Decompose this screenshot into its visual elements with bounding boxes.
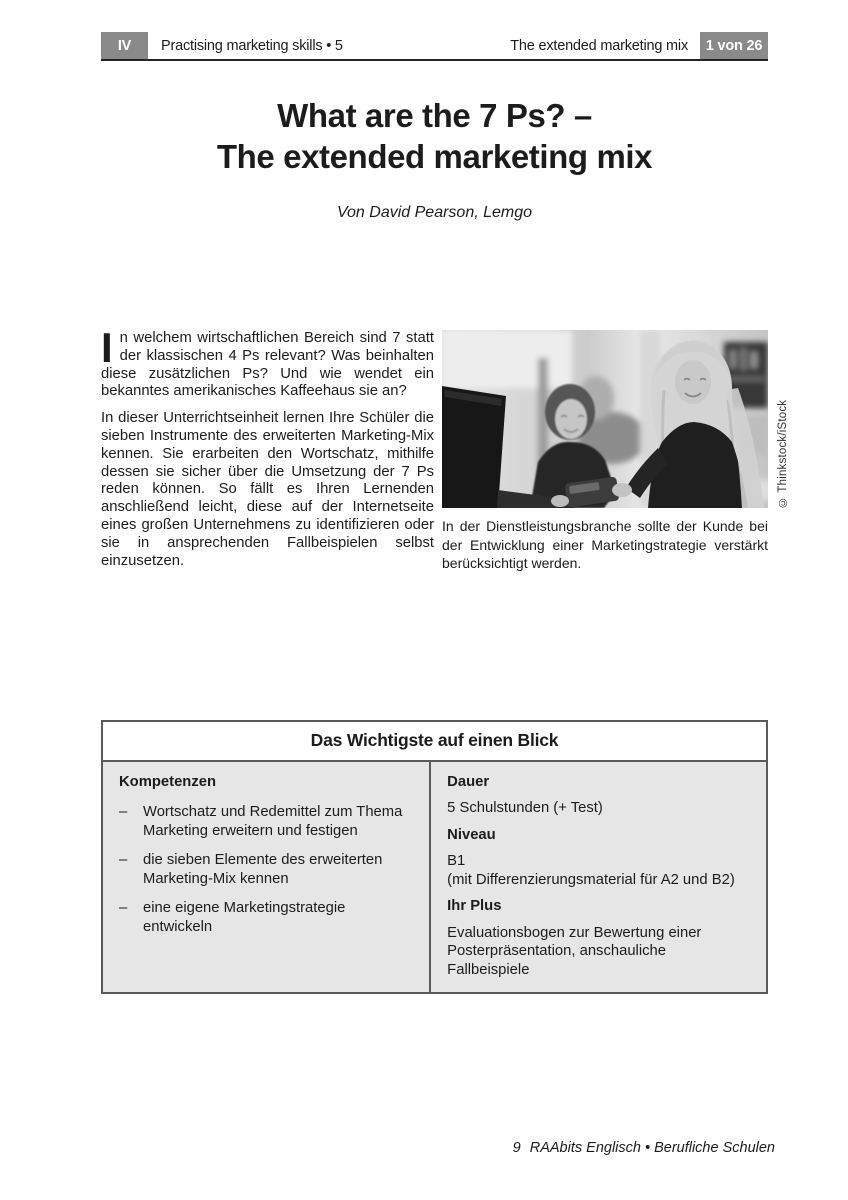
section-badge: IV xyxy=(101,32,148,59)
competencies-column xyxy=(103,762,431,993)
intro-text-column xyxy=(101,324,434,573)
competency-item xyxy=(119,851,413,888)
competency-item-text: eine eigene Marketingstrategie entwickeln xyxy=(143,900,346,935)
footer-imprint: RAAbits Englisch • Berufliche Schulen xyxy=(529,1140,775,1156)
overview-box xyxy=(101,720,768,995)
intro-section xyxy=(101,324,789,573)
header-right-title: The extended marketing mix xyxy=(510,37,688,54)
footer-page-number: 9 xyxy=(512,1140,521,1156)
page-footer xyxy=(513,1140,775,1156)
byline: Von David Pearson, Lemgo xyxy=(336,204,533,221)
dash-bullet: – xyxy=(119,900,128,916)
overview-box-columns xyxy=(103,762,766,993)
duration-value: 5 Schulstunden (+ Test) xyxy=(447,800,603,816)
page-indicator-badge: 1 von 26 xyxy=(700,32,768,59)
header-left-title: Practising marketing skills • 5 xyxy=(161,37,343,54)
overview-box-title: Das Wichtigste auf einen Blick xyxy=(103,722,766,762)
competency-item-text: die sieben Elemente des erweiterten Marketing-Mix kennen xyxy=(143,852,383,887)
competency-item xyxy=(119,899,413,936)
intro-paragraph-2: In dieser Unterrichtseinheit lernen Ihre Schüler die sieben Instrumente des erweiterten Marketing-Mix kennen. Sie erarbeiten den Wortschatz, mithilfe dessen sie sicher über die Umsetzung der 7 Ps reden können. So fällt es Ihren Lernenden anschließend leicht, diese auf der Internetseite eines großen Unternehmens zu identifizieren oder sie in ansprechenden Fallbeispielen selbst einzusetzen. xyxy=(101,410,434,569)
photo-cafe-scene xyxy=(442,330,768,508)
duration-label: Dauer xyxy=(447,773,490,790)
page-title xyxy=(101,95,768,177)
level-value-1: B1 xyxy=(447,853,466,869)
dash-bullet: – xyxy=(119,804,128,820)
plus-value: Evaluationsbogen zur Bewertung einer Posterpräsentation, anschauliche Fallbeispiele xyxy=(447,924,702,978)
level-value-2: (mit Differenzierungsmaterial für A2 und B2) xyxy=(447,871,735,888)
photo-caption: In der Dienstleistungsbranche sollte der Kunde bei der Entwicklung einer Marketingstrategie verstärkt berücksichtigt werden. xyxy=(442,518,768,571)
competency-item-text: Wortschatz und Redemittel zum Thema Marketing erweitern und festigen xyxy=(143,804,403,839)
intro-paragraph-1-text: n welchem wirtschaftlichen Bereich sind 7 statt der klassischen 4 Ps relevant? Was beinhalten diese zusätzlichen Ps? Und wie wendet ein bekanntes amerikanisches Kaffeehaus sie an? xyxy=(101,330,434,400)
drop-cap: I xyxy=(101,324,113,371)
figure-column xyxy=(442,330,789,573)
photo-credit: © Thinkstock/iStock xyxy=(777,399,789,508)
competency-item xyxy=(119,803,413,840)
competencies-heading: Kompetenzen xyxy=(119,773,217,790)
page-content xyxy=(101,32,789,994)
intro-paragraph-1 xyxy=(101,324,434,401)
plus-label: Ihr Plus xyxy=(447,898,502,914)
page-title-line1: What are the 7 Ps? – xyxy=(277,97,592,134)
level-label: Niveau xyxy=(447,826,496,843)
dash-bullet: – xyxy=(119,852,128,868)
page-header xyxy=(101,32,768,61)
details-column xyxy=(431,762,766,993)
page-title-line2: The extended marketing mix xyxy=(216,138,653,175)
